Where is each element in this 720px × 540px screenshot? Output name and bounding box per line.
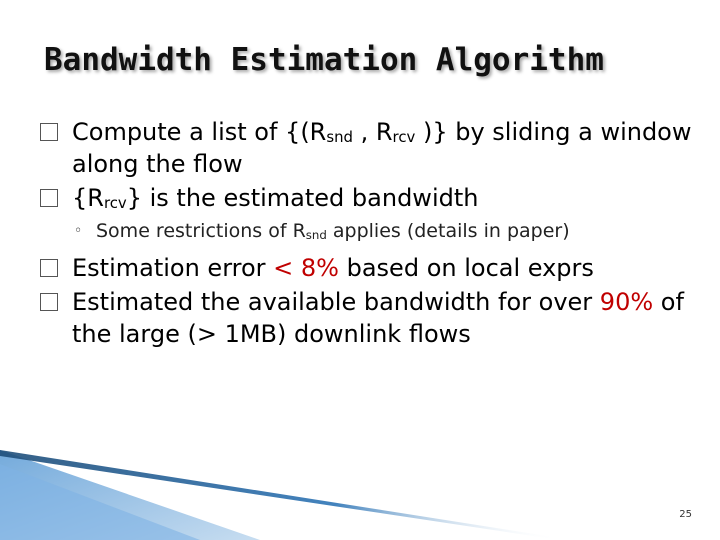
square-bullet-icon bbox=[40, 293, 58, 311]
slide-body bbox=[40, 116, 700, 352]
square-bullet-icon bbox=[40, 189, 58, 207]
bullet-estimation-error: Estimation error < 8% based on local exprs bbox=[40, 252, 700, 284]
decorative-corner-swoosh bbox=[0, 450, 720, 540]
bullet-estimated-bandwidth: $\{R_{rcv}\}$ is the estimated bandwidth bbox=[40, 182, 700, 214]
circle-bullet-icon: ◦ bbox=[74, 223, 83, 239]
bullet-compute: Compute a list of {($R_{snd}$ , $R_{rcv}$ )} by sliding a window along the flow bbox=[40, 116, 700, 180]
square-bullet-icon bbox=[40, 123, 58, 141]
slide-title: Bandwidth Estimation Algorithm bbox=[44, 42, 604, 78]
sub-bullet-restrictions: ◦ Some restrictions of $R_{snd}$ applies (details in paper) bbox=[40, 216, 700, 246]
page-number: 25 bbox=[679, 509, 692, 520]
highlight-error: < 8% bbox=[273, 254, 339, 282]
bullet-available-bandwidth: Estimated the available bandwidth for over 90% of the large (> 1MB) downlink flows bbox=[40, 286, 700, 350]
highlight-percent: 90% bbox=[599, 288, 654, 316]
square-bullet-icon bbox=[40, 259, 58, 277]
